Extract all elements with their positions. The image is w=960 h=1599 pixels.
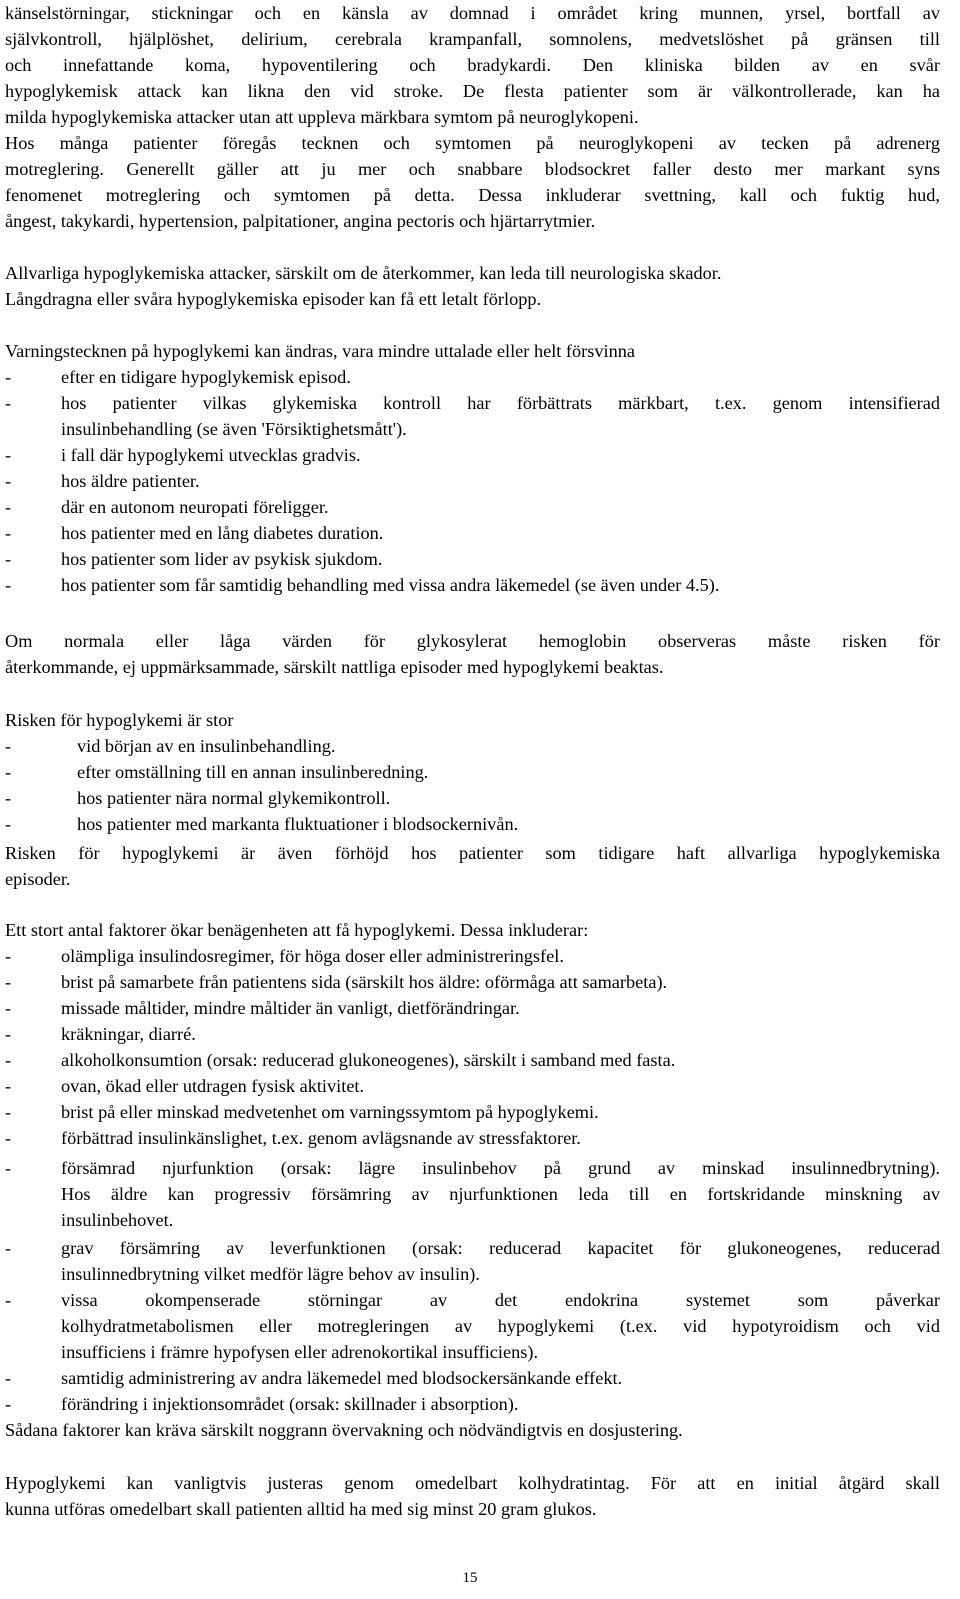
text-line: Allvarliga hypoglykemiska attacker, särskilt om de återkommer, kan leda till neurologiska skador. [5, 263, 722, 283]
list-item: Hos äldre kan progressiv försämring av njurfunktionen leda till en fortskridande minskning av [61, 1184, 940, 1204]
list-dash: - [5, 471, 12, 491]
list-item: hos patienter med markanta fluktuationer i blodsockernivån. [77, 814, 519, 834]
text-line: fenomenet motreglering och symtomen på detta. Dessa inkluderar svettning, kall och fuktig hud, [5, 185, 940, 205]
list-item: hos äldre patienter. [61, 471, 200, 491]
list-dash: - [5, 1050, 12, 1070]
list-dash: - [5, 814, 12, 834]
list-item: brist på eller minskad medvetenhet om varningssymtom på hypoglykemi. [61, 1102, 599, 1122]
list-dash: - [5, 393, 12, 413]
list-dash: - [5, 1394, 12, 1414]
list-dash: - [5, 1128, 12, 1148]
list-item: där en autonom neuropati föreligger. [61, 497, 329, 517]
text-line: Hypoglykemi kan vanligtvis justeras genom omedelbart kolhydratintag. För att en initial åtgärd skall [5, 1473, 940, 1493]
list-dash: - [5, 1102, 12, 1122]
list-dash: - [5, 1158, 12, 1178]
list-item: i fall där hypoglykemi utvecklas gradvis. [61, 445, 361, 465]
list-item: ovan, ökad eller utdragen fysisk aktivitet. [61, 1076, 365, 1096]
list-item: insulinnedbrytning vilket medför lägre behov av insulin). [61, 1264, 480, 1284]
list-item: hos patienter vilkas glykemiska kontroll har förbättrats märkbart, t.ex. genom intensifierad [61, 393, 940, 413]
list-dash: - [5, 497, 12, 517]
list-item: hos patienter nära normal glykemikontroll. [77, 788, 391, 808]
text-line: episoder. [5, 869, 71, 889]
list-intro: Risken för hypoglykemi är stor [5, 710, 234, 730]
list-item: insulinbehandling (se även 'Försiktighetsmått'). [61, 419, 407, 439]
list-item: hos patienter som får samtidig behandling med vissa andra läkemedel (se även under 4.5). [61, 575, 720, 595]
text-line: Om normala eller låga värden för glykosylerat hemoglobin observeras måste risken för [5, 631, 940, 651]
list-item: efter omställning till en annan insulinberedning. [77, 762, 429, 782]
list-item: efter en tidigare hypoglykemisk episod. [61, 367, 351, 387]
text-line: återkommande, ej uppmärksammade, särskilt nattliga episoder med hypoglykemi beaktas. [5, 657, 664, 677]
list-dash: - [5, 445, 12, 465]
list-dash: - [5, 367, 12, 387]
list-item: förbättrad insulinkänslighet, t.ex. genom avlägsnande av stressfaktorer. [61, 1128, 581, 1148]
text-line: Risken för hypoglykemi är även förhöjd hos patienter som tidigare haft allvarliga hypoglykemiska [5, 843, 940, 863]
text-line: motreglering. Generellt gäller att ju mer och snabbare blodsockret faller desto mer markant syns [5, 159, 940, 179]
list-dash: - [5, 788, 12, 808]
list-dash: - [5, 523, 12, 543]
text-line: och innefattande koma, hypoventilering och bradykardi. Den kliniska bilden av en svår [5, 55, 940, 75]
list-item: missade måltider, mindre måltider än vanligt, dietförändringar. [61, 998, 520, 1018]
page-number: 15 [462, 1570, 478, 1586]
list-dash: - [5, 946, 12, 966]
text-line: milda hypoglykemiska attacker utan att uppleva märkbara symtom på neuroglykopeni. [5, 107, 639, 127]
list-dash: - [5, 998, 12, 1018]
list-item: alkoholkonsumtion (orsak: reducerad glukoneogenes), särskilt i samband med fasta. [61, 1050, 676, 1070]
list-item: insulinbehovet. [61, 1210, 174, 1230]
list-dash: - [5, 1238, 12, 1258]
list-intro: Varningstecknen på hypoglykemi kan ändras, vara mindre uttalade eller helt försvinna [5, 341, 635, 361]
list-dash: - [5, 762, 12, 782]
list-item: olämpliga insulindosregimer, för höga doser eller administreringsfel. [61, 946, 564, 966]
list-item: insufficiens i främre hypofysen eller adrenokortikal insufficiens). [61, 1342, 539, 1362]
list-dash: - [5, 575, 12, 595]
list-item: försämrad njurfunktion (orsak: lägre insulinbehov på grund av minskad insulinnedbrytning). [61, 1158, 940, 1178]
list-dash: - [5, 1368, 12, 1388]
text-line: Sådana faktorer kan kräva särskilt noggrann övervakning och nödvändigtvis en dosjustering. [5, 1420, 683, 1440]
text-line: kunna utföras omedelbart skall patienten alltid ha med sig minst 20 gram glukos. [5, 1499, 597, 1519]
text-line: Hos många patienter föregås tecknen och symtomen på neuroglykopeni av tecken på adrenerg [5, 133, 940, 153]
list-item: vissa okompenserade störningar av det endokrina systemet som påverkar [61, 1290, 940, 1310]
text-line: känselstörningar, stickningar och en känsla av domnad i området kring munnen, yrsel, bortfall av [5, 3, 940, 23]
list-item: hos patienter som lider av psykisk sjukdom. [61, 549, 383, 569]
list-intro: Ett stort antal faktorer ökar benägenheten att få hypoglykemi. Dessa inkluderar: [5, 920, 589, 940]
list-item: samtidig administrering av andra läkemedel med blodsockersänkande effekt. [61, 1368, 623, 1388]
list-dash: - [5, 549, 12, 569]
list-dash: - [5, 972, 12, 992]
list-item: brist på samarbete från patientens sida (särskilt hos äldre: oförmåga att samarbeta). [61, 972, 668, 992]
list-dash: - [5, 1024, 12, 1044]
list-dash: - [5, 1290, 12, 1310]
text-line: självkontroll, hjälplöshet, delirium, cerebrala krampanfall, somnolens, medvetslöshet på gränsen till [5, 29, 940, 49]
text-line: Långdragna eller svåra hypoglykemiska episoder kan få ett letalt förlopp. [5, 289, 542, 309]
list-item: kräkningar, diarré. [61, 1024, 196, 1044]
list-item: förändring i injektionsområdet (orsak: skillnader i absorption). [61, 1394, 519, 1414]
list-item: kolhydratmetabolismen eller motregleringen av hypoglykemi (t.ex. vid hypotyroidism och vid [61, 1316, 940, 1336]
list-dash: - [5, 1076, 12, 1096]
list-dash: - [5, 736, 12, 756]
list-item: vid början av en insulinbehandling. [77, 736, 336, 756]
list-item: hos patienter med en lång diabetes duration. [61, 523, 384, 543]
text-line: hypoglykemisk attack kan likna den vid stroke. De flesta patienter som är välkontrollerade, kan ha [5, 81, 940, 101]
list-item: grav försämring av leverfunktionen (orsak: reducerad kapacitet för glukoneogenes, reducerad [61, 1238, 940, 1258]
text-line: ångest, takykardi, hypertension, palpitationer, angina pectoris och hjärtarrytmier. [5, 211, 596, 231]
